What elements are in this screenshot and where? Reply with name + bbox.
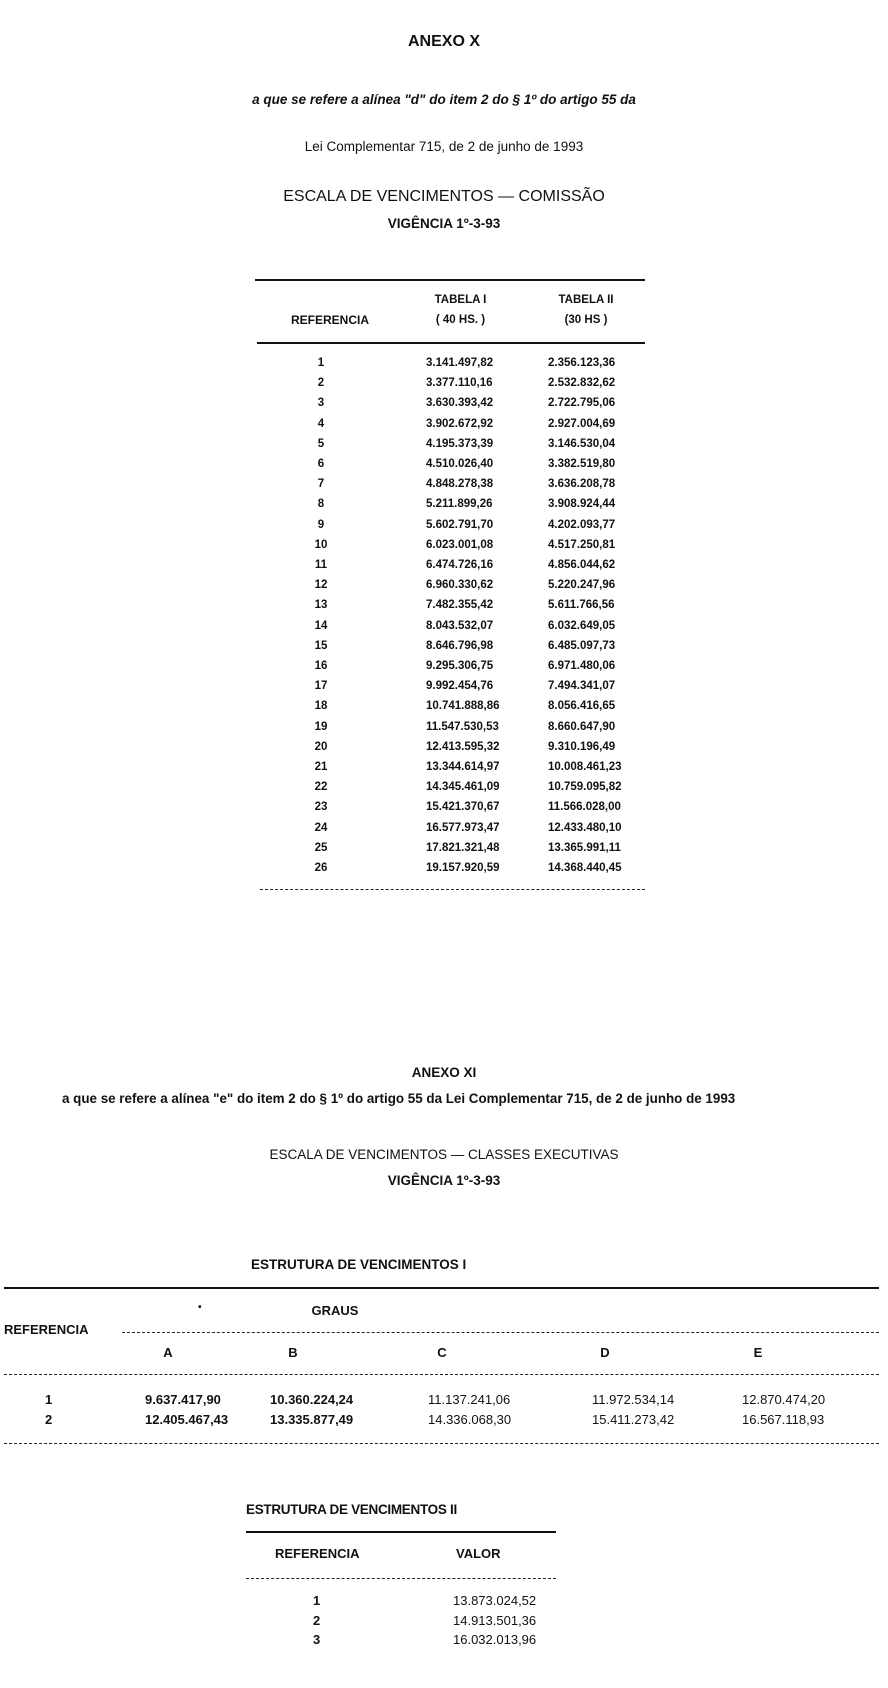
table-x-col2-hours: (30 HS ): [564, 314, 608, 326]
grade-header-e: E: [753, 1345, 763, 1360]
annex-xi-title: ANEXO XI: [411, 1065, 477, 1080]
ref-cell: 2: [313, 1612, 321, 1628]
tabela-1-cell: 3.377.110,16: [426, 377, 493, 390]
grade-value-cell: 11.137.241,06: [428, 1392, 511, 1407]
ref-cell: 18: [314, 700, 328, 713]
ref-cell: 12: [314, 579, 328, 592]
valor-cell: 13.873.024,52: [453, 1593, 537, 1608]
table-row: [0, 478, 888, 498]
table-x-col2-header: TABELA II: [558, 294, 614, 306]
tabela-2-cell: 12.433.480,10: [548, 821, 622, 834]
tabela-2-cell: 3.908.924,44: [548, 498, 616, 511]
tabela-2-cell: 6.032.649,05: [548, 619, 616, 632]
ref-cell: 21: [314, 761, 328, 773]
tabela-2-cell: 3.146.530,04: [548, 437, 616, 450]
tabela-1-cell: 5.211.899,26: [426, 498, 493, 511]
tabela-2-cell: 6.485.097,73: [548, 639, 616, 652]
valor-cell: 16.032.013,96: [453, 1632, 537, 1647]
tabela-1-cell: 9.992.454,76: [426, 680, 494, 693]
tabela-2-cell: 3.382.519,80: [548, 458, 616, 470]
table-row: [0, 640, 888, 660]
dot-mark: •: [198, 1302, 202, 1313]
table-row: [0, 801, 888, 821]
ref-cell: 24: [314, 821, 328, 834]
grade-value-cell: 15.411.273,42: [592, 1412, 675, 1427]
ref-cell: 5: [317, 437, 325, 450]
tabela-1-cell: 17.821.321,48: [426, 841, 500, 854]
table-row: [0, 599, 888, 619]
ref-cell: 7: [317, 478, 325, 491]
graus-header: GRAUS: [311, 1303, 359, 1318]
ref-cell: 2: [317, 377, 325, 390]
ref-cell: 15: [314, 639, 328, 652]
ref-cell: 3: [313, 1632, 321, 1647]
tabela-1-cell: 5.602.791,70: [426, 518, 494, 531]
annex-x-reference-line: a que se refere a alínea "d" do item 2 do § 1º do artigo 55 da: [252, 92, 636, 107]
table-row: [0, 741, 888, 761]
table-row: [0, 660, 888, 680]
table-x-ref-header: REFERENCIA: [290, 313, 369, 327]
ref-cell: 20: [314, 740, 328, 753]
ref-cell: 14: [314, 619, 328, 632]
tabela-1-cell: 10.741.888,86: [426, 700, 500, 713]
table-row: [0, 397, 888, 417]
ref-cell: 4: [317, 417, 325, 430]
ref-cell: 9: [317, 518, 325, 531]
annex-xi-vigencia: VIGÊNCIA 1º-3-93: [387, 1173, 501, 1188]
annex-x-vigencia: VIGÊNCIA 1º-3-93: [387, 216, 501, 231]
annex-x-title: ANEXO X: [407, 33, 480, 50]
annex-xi-scale-title: ESCALA DE VENCIMENTOS — CLASSES EXECUTIVAS: [269, 1147, 619, 1162]
grade-value-cell: 11.972.534,14: [592, 1392, 675, 1407]
ref-cell: 6: [317, 458, 325, 470]
annex-x-law-line: Lei Complementar 715, de 2 de junho de 1993: [304, 139, 584, 154]
estrutura-1-bottom-rule: [4, 1443, 879, 1444]
tabela-2-cell: 5.611.766,56: [548, 599, 615, 612]
tabela-1-cell: 6.474.726,16: [426, 559, 494, 571]
table-row: [0, 721, 888, 741]
ref-cell: 22: [314, 781, 328, 794]
valor-cell: 14.913.501,36: [453, 1612, 537, 1628]
tabela-2-cell: 5.220.247,96: [548, 579, 616, 592]
table-row: [0, 559, 888, 579]
grade-value-cell: 9.637.417,90: [145, 1392, 221, 1407]
tabela-2-cell: 4.517.250,81: [548, 538, 616, 551]
tabela-1-cell: 7.482.355,42: [426, 599, 494, 612]
tabela-1-cell: 3.630.393,42: [426, 397, 494, 410]
tabela-1-cell: 16.577.973,47: [426, 821, 500, 834]
tabela-2-cell: 2.722.795,06: [548, 397, 616, 410]
table-row: [0, 781, 888, 801]
table-row: [0, 862, 888, 882]
table-x-top-rule: [255, 279, 645, 281]
estrutura-1-top-rule: [4, 1287, 879, 1289]
estrutura-2-header-rule: [246, 1578, 556, 1579]
table-row: [0, 842, 888, 862]
estrutura-2-valor-header: VALOR: [456, 1546, 501, 1561]
table-row: [0, 438, 888, 458]
tabela-2-cell: 10.008.461,23: [548, 761, 622, 773]
tabela-2-cell: 11.566.028,00: [548, 801, 621, 814]
annex-xi-reference-line: a que se refere a alínea "e" do item 2 do § 1º do artigo 55 da Lei Complementar 715, de 2 de junho de 1993: [62, 1091, 736, 1106]
table-x-bottom-rule: [260, 889, 645, 890]
tabela-1-cell: 13.344.614,97: [426, 761, 500, 773]
table-row: [0, 579, 888, 599]
tabela-2-cell: 3.636.208,78: [548, 478, 616, 491]
table-row: [0, 377, 888, 397]
estrutura-1-title: ESTRUTURA DE VENCIMENTOS I: [251, 1257, 467, 1272]
tabela-1-cell: 4.510.026,40: [426, 458, 494, 470]
table-x-col1-header: TABELA I: [434, 294, 487, 306]
grade-value-cell: 12.870.474,20: [742, 1392, 826, 1407]
estrutura-2-ref-header: REFERENCIA: [275, 1546, 360, 1561]
ref-cell: 1: [45, 1392, 53, 1407]
grade-header-b: B: [288, 1345, 298, 1360]
ref-cell: 10: [314, 538, 328, 551]
tabela-1-cell: 12.413.595,32: [426, 740, 500, 753]
grade-value-cell: 16.567.118,93: [742, 1412, 825, 1427]
tabela-2-cell: 8.660.647,90: [548, 720, 616, 733]
tabela-1-cell: 8.646.796,98: [426, 639, 494, 652]
ref-cell: 11: [314, 559, 328, 571]
tabela-2-cell: 2.927.004,69: [548, 417, 616, 430]
tabela-2-cell: 4.856.044,62: [548, 559, 616, 571]
grade-value-cell: 14.336.068,30: [428, 1412, 512, 1427]
tabela-1-cell: 9.295.306,75: [426, 660, 494, 672]
ref-cell: 8: [317, 498, 325, 511]
table-row: [0, 357, 888, 377]
table-row: [0, 539, 888, 559]
tabela-2-cell: 9.310.196,49: [548, 740, 616, 753]
tabela-1-cell: 11.547.530,53: [426, 720, 499, 733]
ref-cell: 23: [314, 801, 328, 814]
tabela-2-cell: 7.494.341,07: [548, 680, 616, 693]
table-row: [0, 458, 888, 478]
table-row: [0, 620, 888, 640]
ref-cell: 2: [45, 1412, 53, 1427]
tabela-1-cell: 19.157.920,59: [426, 862, 500, 874]
tabela-1-cell: 4.848.278,38: [426, 478, 494, 491]
ref-cell: 25: [314, 841, 328, 854]
estrutura-2-top-rule: [246, 1531, 556, 1533]
grade-value-cell: 13.335.877,49: [270, 1412, 354, 1427]
tabela-1-cell: 4.195.373,39: [426, 437, 494, 450]
tabela-1-cell: 15.421.370,67: [426, 801, 500, 814]
table-row: [0, 761, 888, 781]
ref-cell: 26: [314, 862, 328, 874]
table-row: [0, 680, 888, 700]
ref-cell: 1: [313, 1593, 321, 1608]
tabela-2-cell: 14.368.440,45: [548, 862, 622, 874]
tabela-1-cell: 3.141.497,82: [426, 357, 494, 369]
tabela-2-cell: 4.202.093,77: [548, 518, 616, 531]
tabela-2-cell: 8.056.416,65: [548, 700, 616, 713]
grade-value-cell: 10.360.224,24: [270, 1392, 354, 1407]
ref-cell: 1: [317, 357, 325, 369]
tabela-1-cell: 6.960.330,62: [426, 579, 494, 592]
ref-cell: 19: [314, 720, 328, 733]
ref-cell: 17: [314, 680, 328, 693]
tabela-2-cell: 13.365.991,11: [548, 841, 621, 854]
grade-header-c: C: [437, 1345, 447, 1360]
graus-rule: [122, 1332, 879, 1333]
estrutura-1-header-rule: [4, 1374, 879, 1375]
table-row: [0, 418, 888, 438]
tabela-1-cell: 14.345.461,09: [426, 781, 500, 794]
table-x-col1-hours: ( 40 HS. ): [435, 314, 486, 326]
tabela-2-cell: 6.971.480,06: [548, 660, 616, 672]
tabela-2-cell: 2.532.832,62: [548, 377, 616, 390]
estrutura-2-title: ESTRUTURA DE VENCIMENTOS II: [246, 1502, 457, 1517]
ref-cell: 3: [317, 397, 325, 410]
ref-cell: 16: [314, 660, 328, 672]
tabela-1-cell: 3.902.672,92: [426, 417, 494, 430]
grade-header-d: D: [600, 1345, 610, 1360]
table-row: [0, 498, 888, 518]
table-x-header-rule: [257, 342, 645, 344]
grade-header-a: A: [163, 1345, 173, 1360]
tabela-1-cell: 6.023.001,08: [426, 538, 494, 551]
tabela-2-cell: 2.356.123,36: [548, 357, 616, 369]
estrutura-1-ref-header: REFERENCIA: [4, 1322, 89, 1337]
table-row: [0, 519, 888, 539]
tabela-2-cell: 10.759.095,82: [548, 781, 622, 794]
tabela-1-cell: 8.043.532,07: [426, 619, 494, 632]
ref-cell: 13: [314, 599, 328, 612]
table-row: [0, 700, 888, 720]
table-row: [0, 822, 888, 842]
grade-value-cell: 12.405.467,43: [145, 1412, 229, 1427]
annex-x-scale-title: ESCALA DE VENCIMENTOS — COMISSÃO: [283, 188, 605, 205]
